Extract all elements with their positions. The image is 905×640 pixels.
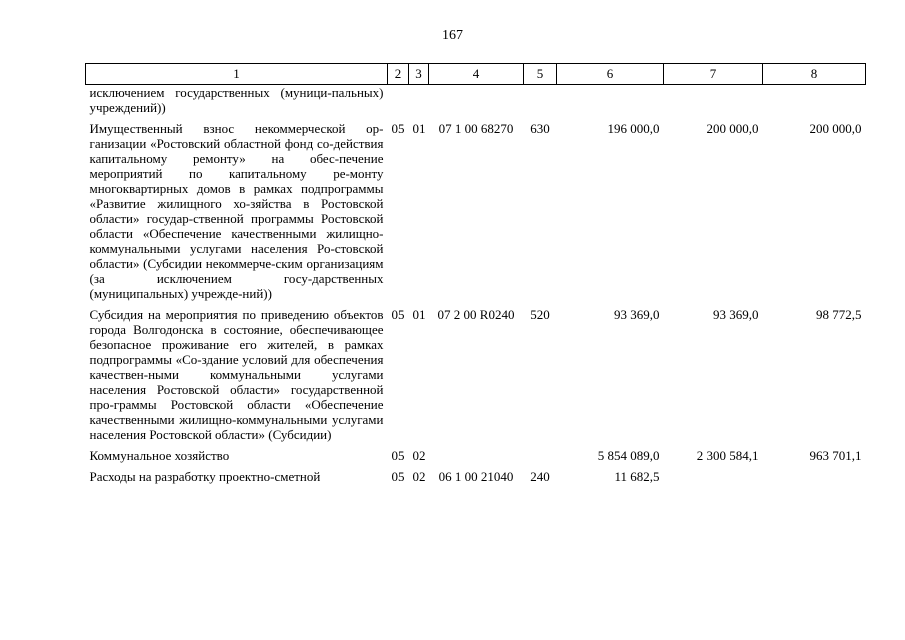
cell-expense-type: 630	[530, 121, 550, 136]
cell-target-article: 07 1 00 68270	[438, 121, 514, 136]
row-description: Коммунальное хозяйство	[89, 448, 230, 463]
cell-subsection	[409, 85, 429, 116]
cell-expense-type	[524, 85, 557, 116]
cell-expense-type: 520	[530, 307, 550, 322]
cell-amount-3: 98 772,5	[816, 307, 862, 322]
cell-section: 05	[391, 121, 405, 136]
cell-amount-3	[763, 85, 866, 116]
row-description: Субсидия на мероприятия по приведению объектов города Волгодонска в состояние, обеспечивающее безопасное проживание его жителей, в рамках подпрограммы «Со-здание условий для обеспечения качествен-ными коммунальными услугами населения Ростовской области» государственной про-граммы Ростовской области «Обеспечение качественными жилищно-коммунальными услугами населения Ростовской области» (Субсидии)	[89, 307, 384, 442]
header-cell: 3	[409, 64, 429, 85]
cell-target-article: 06 1 00 21040	[438, 469, 514, 484]
table-row	[86, 301, 866, 442]
cell-amount-2: 2 300 584,1	[696, 448, 759, 463]
cell-amount-3	[763, 463, 866, 484]
cell-subsection: 01	[412, 307, 426, 322]
cell-amount-1: 5 854 089,0	[597, 448, 660, 463]
header-cell: 5	[524, 64, 557, 85]
header-cell: 6	[557, 64, 664, 85]
cell-target-article	[429, 85, 524, 116]
table-row	[86, 85, 866, 116]
cell-amount-2	[664, 463, 763, 484]
cell-amount-1: 196 000,0	[607, 121, 660, 136]
table-row	[86, 442, 866, 463]
row-description: исключением государственных (муници-пальных) учреждений))	[89, 85, 384, 115]
cell-amount-2	[664, 85, 763, 116]
page-number: 167	[442, 28, 463, 43]
cell-expense-type	[524, 442, 557, 463]
row-description: Расходы на разработку проектно-сметной	[89, 469, 321, 484]
cell-section: 05	[391, 469, 405, 484]
cell-expense-type: 240	[530, 469, 550, 484]
cell-subsection: 01	[412, 121, 426, 136]
cell-target-article	[429, 442, 524, 463]
cell-section: 05	[391, 448, 405, 463]
header-cell: 7	[664, 64, 763, 85]
cell-subsection: 02	[412, 448, 426, 463]
header-row	[86, 64, 866, 85]
cell-section	[388, 85, 409, 116]
cell-target-article: 07 2 00 R0240	[437, 307, 515, 322]
header-cell: 2	[388, 64, 409, 85]
cell-amount-1	[557, 85, 664, 116]
cell-subsection: 02	[412, 469, 426, 484]
cell-amount-2: 93 369,0	[713, 307, 759, 322]
header-cell: 1	[86, 64, 388, 85]
row-description: Имущественный взнос некоммерческой ор-ганизации «Ростовский областной фонд со-действия капитальному ремонту» на обес-печение мероприятий по капитальному ре-монту многоквартирных домов в рамках подпрограммы «Развитие жилищного хо-зяйства в Ростовской области» государ-ственной программы Ростовской области «Обеспечение качественными жилищно-коммунальными услугами населения Ро-стовской области» (Субсидии некоммерче-ским организациям (за исключением госу-дарственных (муниципальных) учрежде-ний))	[89, 121, 384, 301]
cell-amount-1: 11 682,5	[614, 469, 660, 484]
table-row	[86, 115, 866, 301]
cell-amount-3: 200 000,0	[809, 121, 862, 136]
cell-amount-3: 963 701,1	[809, 448, 862, 463]
cell-section: 05	[391, 307, 405, 322]
cell-amount-2: 200 000,0	[706, 121, 759, 136]
header-cell: 4	[429, 64, 524, 85]
header-cell: 8	[763, 64, 866, 85]
budget-table	[85, 63, 866, 484]
cell-amount-1: 93 369,0	[614, 307, 660, 322]
table-row	[86, 463, 866, 484]
